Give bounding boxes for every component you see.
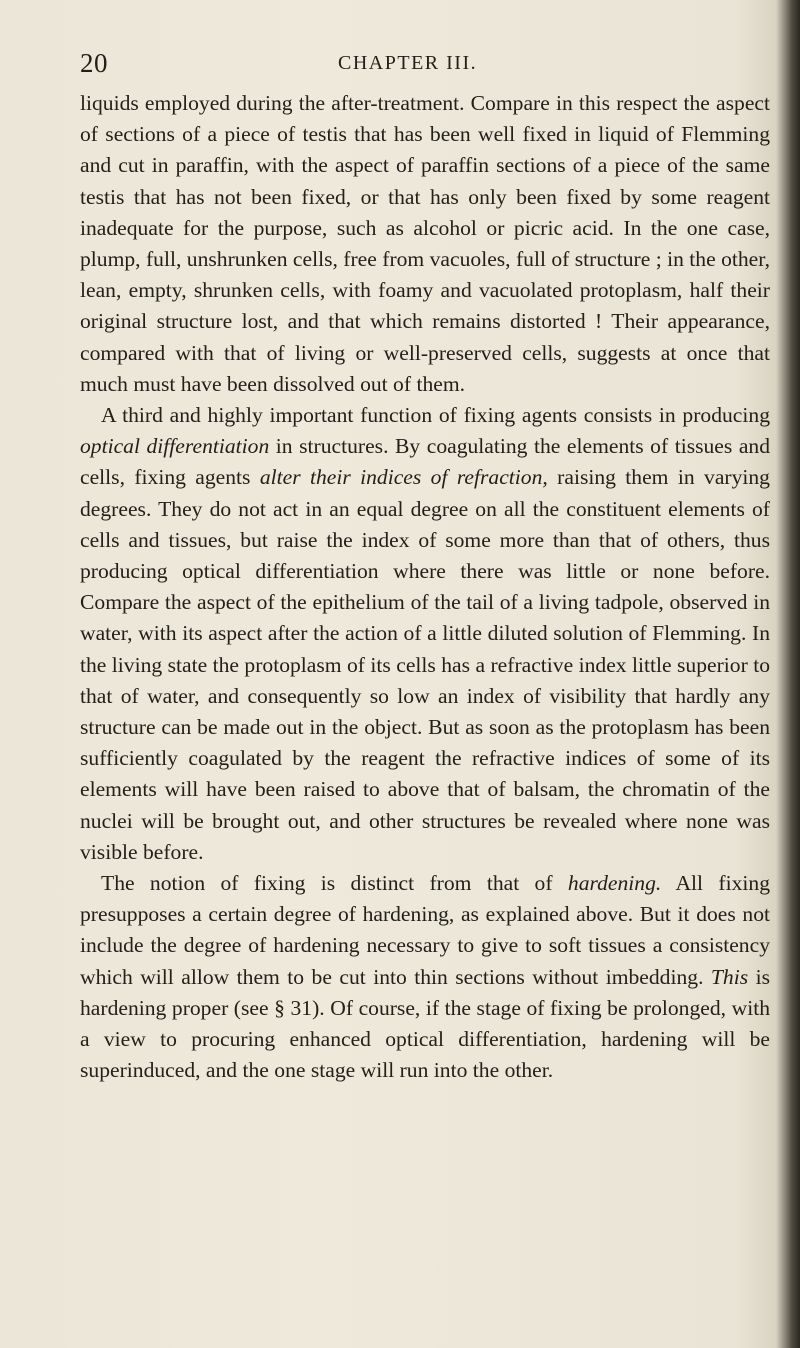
paragraph-text: A third and highly important function of fixing agents consists in producing — [101, 403, 770, 428]
emphasis-text: alter their indices of refraction, — [259, 465, 548, 490]
emphasis-text: This — [710, 964, 749, 989]
page-number: 20 — [80, 48, 108, 78]
paragraph — [80, 868, 770, 1086]
page-header — [80, 48, 720, 78]
paragraph-text: in structures. By coagulating the elements of tissues and cells, fixing agents — [80, 434, 770, 490]
paragraph-text: All fixing presupposes a certain degree of hardening, as explained above. But it does not include the degree of hardening necessary to give to soft tissues a consistency which will allow them to be cut into thin sections without imbedding. — [80, 871, 770, 989]
paragraph — [80, 88, 770, 400]
running-head: CHAPTER III. — [338, 52, 478, 74]
paragraph-text: is hardening proper (see § 31). Of course, if the stage of fixing be prolonged, with a view to procuring enhanced optical differentiation, hardening will be superinduced, and the one stage will run into the other. — [80, 964, 770, 1083]
paragraph — [80, 400, 770, 868]
emphasis-text: optical differentiation — [80, 434, 270, 459]
paragraph-text: raising them in varying degrees. They do not act in an equal degree on all the constituent elements of cells and tissues, but raise the index of some more than that of others, thus producing optical differentiation where there was little or none before. Compare the aspect of the epithelium of the tail of a living tadpole, observed in water, with its aspect after the action of a little diluted solution of Flemming. In the living state the protoplasm of its cells has a refractive index little superior to that of water, and consequently so low an index of visibility that hardly any structure can be made out in the object. But as soon as the protoplasm has been sufficiently coagulated by the reagent the refractive indices of some of its elements will have been raised to above that of balsam, the chromatin of the nuclei will be brought out, and other structures be revealed where none was visible before. — [80, 465, 770, 864]
paragraph-text: liquids employed during the after-treatment. Compare in this respect the aspect of sections of a piece of testis that has been well fixed in liquid of Flemming and cut in paraffin, with the aspect of paraffin sections of a piece of the same testis that has not been fixed, or that has only been fixed by some reagent inadequate for the purpose, such as alcohol or picric acid. In the one case, plump, full, unshrunken cells, free from vacuoles, full of structure ; in the other, lean, empty, shrunken cells, with foamy and vacuolated protoplasm, half their original structure lost, and that which remains distorted ! Their appearance, compared with that of living or well-preserved cells, suggests at once that much must have been dissolved out of them. — [80, 91, 770, 396]
body-text — [80, 88, 770, 1087]
emphasis-text: hardening. — [567, 871, 662, 896]
paragraph-text: The notion of fixing is distinct from that of — [101, 871, 568, 896]
